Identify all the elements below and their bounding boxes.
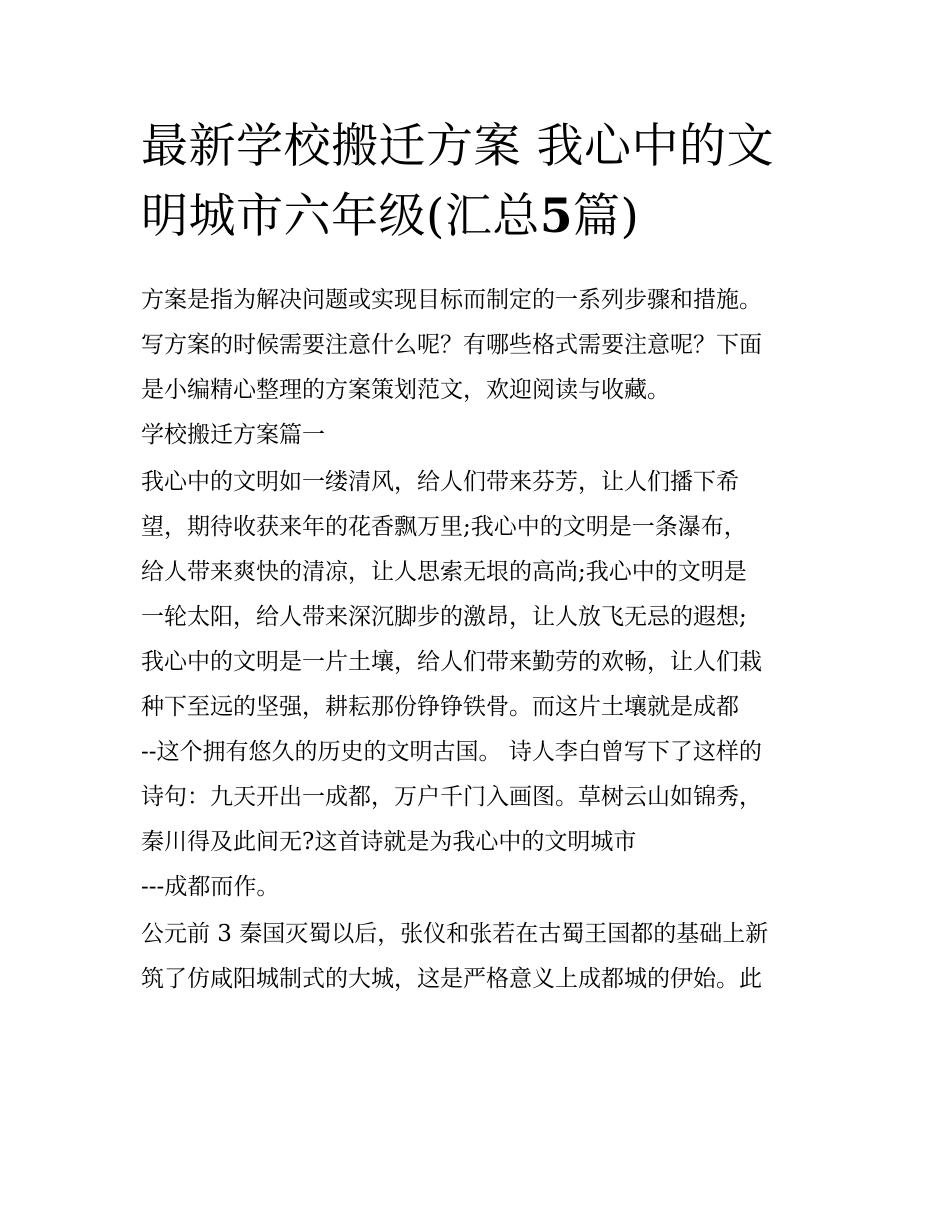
title-suffix: 篇) xyxy=(573,189,640,244)
document-body xyxy=(141,278,831,1002)
body-line-1: 方案是指为解决问题或实现目标而制定的一系列步骤和措施。 xyxy=(141,287,762,313)
body-line-16: 筑了仿咸阳城制式的大城，这是严格意义上成都城的伊始。此 xyxy=(141,966,762,992)
body-line-2: 写方案的时候需要注意什么呢？有哪些格式需要注意呢？下面 xyxy=(141,332,762,358)
body-line-7: 给人带来爽快的清凉，让人思索无垠的高尚;我心中的文明是 xyxy=(141,559,747,585)
body-line-10: 种下至远的坚强，耕耘那份铮铮铁骨。而这片土壤就是成都 xyxy=(141,694,739,720)
document-title xyxy=(141,112,821,252)
body-line-11: --这个拥有悠久的历史的文明古国。 诗人李白曾写下了这样的 xyxy=(141,739,762,765)
title-number: 5 xyxy=(539,189,574,244)
body-line-6: 望，期待收获来年的花香飘万里;我心中的文明是一条瀑布， xyxy=(141,514,747,540)
body-line-12: 诗句：九天开出一成都，万户千门入画图。草树云山如锦秀， xyxy=(141,784,762,810)
body-line-5: 我心中的文明如一缕清风，给人们带来芬芳，让人们播下希 xyxy=(141,469,739,495)
title-line-2: 明城市六年级(汇总 xyxy=(141,189,540,244)
body-line-15: 公元前 3 秦国灭蜀以后，张仪和张若在古蜀王国都的基础上新 xyxy=(141,921,769,947)
body-line-8: 一轮太阳，给人带来深沉脚步的激昂，让人放飞无忌的遐想; xyxy=(141,604,747,630)
body-line-9: 我心中的文明是一片土壤，给人们带来勤劳的欢畅，让人们栽 xyxy=(141,649,762,675)
body-line-13: 秦川得及此间无?这首诗就是为我心中的文明城市 xyxy=(141,829,637,855)
section-heading: 学校搬迁方案篇一 xyxy=(141,422,325,448)
body-line-14: ---成都而作。 xyxy=(141,874,280,900)
body-line-3: 是小编精心整理的方案策划范文，欢迎阅读与收藏。 xyxy=(141,377,670,403)
title-line-1: 最新学校搬迁方案 我心中的文 xyxy=(141,119,774,174)
